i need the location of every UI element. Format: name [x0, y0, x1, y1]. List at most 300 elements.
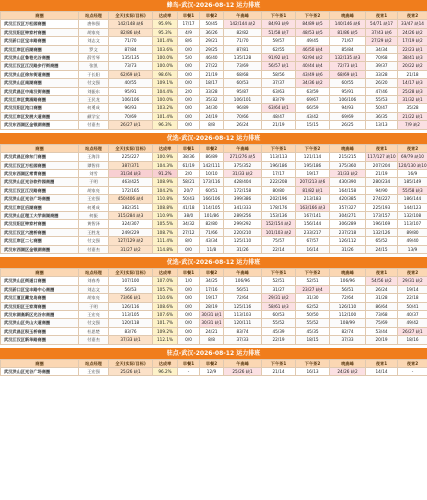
table-row	[1, 245, 427, 253]
value-cell: 96/93	[109, 104, 153, 112]
value-cell: 113/103	[224, 311, 262, 319]
district-name-cell: 武汉江岸区后湖商圈	[1, 203, 79, 211]
value-cell: 94/93	[330, 104, 366, 112]
value-cell: 215/215	[330, 153, 366, 161]
value-cell: 39/37	[366, 62, 398, 70]
value-cell: 0/0	[178, 245, 200, 253]
column-header: 全天(实际/目标)	[109, 12, 153, 20]
schedule-section	[0, 348, 427, 377]
value-cell: 63/63	[262, 87, 296, 95]
value-cell: 100.0%	[153, 62, 178, 70]
value-cell: 8/8	[200, 336, 224, 344]
column-header: 下午茶1	[262, 144, 296, 152]
value-cell: 20/7	[178, 186, 200, 194]
manager-cell: 杜思楚	[79, 327, 109, 335]
district-name-cell: 武汉江岸区后湖商圈	[1, 45, 79, 53]
column-header: 夜宵2	[398, 12, 427, 20]
manager-cell: 何勇成	[79, 203, 109, 211]
value-cell: 29/31 缺2	[398, 277, 427, 285]
district-name-cell: 武汉东湖高新区光谷东商圈	[1, 311, 79, 319]
section-title: 优选-武汉-2026-08-12 运力排班	[0, 133, 427, 144]
value-cell: 140/146 缺6	[330, 20, 366, 28]
value-cell: 24/26 缺2	[398, 28, 427, 36]
value-cell: 56/53	[109, 285, 153, 293]
district-name-cell: 武汉洪山区鲁巷光谷商圈	[1, 54, 79, 62]
value-cell: 14/17 缺3	[398, 79, 427, 87]
value-cell: 113/105	[109, 311, 153, 319]
column-header: 全天(实际/目标)	[109, 359, 153, 367]
value-cell: 46/40	[200, 54, 224, 62]
value-cell: 53/44	[366, 327, 398, 335]
value-cell: 34/30	[200, 104, 224, 112]
value-cell: 33/47 缺14	[398, 20, 427, 28]
value-cell: 2/0	[178, 87, 200, 95]
value-cell: 101.7%	[153, 319, 178, 327]
value-cell: 86/89	[200, 153, 224, 161]
value-cell: 24/21	[200, 327, 224, 335]
value-cell: 26/20	[366, 79, 398, 87]
value-cell: 0/0	[178, 79, 200, 87]
value-cell: 73/66 缺1	[109, 294, 153, 302]
value-cell: 156/144	[296, 220, 330, 228]
value-cell: 113/107	[398, 220, 427, 228]
value-cell: 37/33	[224, 336, 262, 344]
manager-cell: 于长阳	[79, 70, 109, 78]
table-row	[1, 327, 427, 335]
value-cell: 31/34 缺3	[109, 169, 153, 177]
value-cell: 66/59	[296, 104, 330, 112]
value-cell: 18/16	[398, 336, 427, 344]
table-row	[1, 104, 427, 112]
column-header: 站点经理	[79, 268, 109, 276]
value-cell: 428/404	[224, 178, 262, 186]
table-row	[1, 311, 427, 319]
table-row	[1, 186, 427, 194]
manager-cell: 谭智祥	[79, 161, 109, 169]
value-cell: 95.9%	[153, 20, 178, 28]
value-cell: 109.1%	[153, 79, 178, 87]
manager-cell: 张凯	[79, 62, 109, 70]
value-cell: 213/183	[296, 195, 330, 203]
column-header: 夜宵1	[366, 359, 398, 367]
value-cell: 31/27 缺2	[109, 245, 153, 253]
district-name-cell: 武汉江汉区江汉路步行街商圈	[1, 62, 79, 70]
district-name-cell: 武汉汉阳区钟家村商圈	[1, 28, 79, 36]
value-cell: 91/92 缺1	[262, 54, 296, 62]
value-cell: 450/406 缺4	[109, 195, 153, 203]
value-cell: 28/19	[200, 302, 224, 310]
value-cell: 72/64	[330, 294, 366, 302]
value-cell: 91.2%	[153, 169, 178, 177]
value-cell: 222/208	[262, 178, 296, 186]
table-row	[1, 319, 427, 327]
manager-cell: 刘振东	[79, 87, 109, 95]
value-cell: 126/110	[330, 302, 366, 310]
value-cell: 289/256	[224, 211, 262, 219]
district-name-cell: 武汉江汉区六渡桥商圈	[1, 228, 79, 236]
value-cell: 233/217	[296, 228, 330, 236]
value-cell: 21/19	[200, 70, 224, 78]
manager-cell: 王海洋	[79, 153, 109, 161]
value-cell: 22/23 缺1	[398, 45, 427, 53]
district-name-cell: 武汉洪山区光谷软件园商圈	[1, 178, 79, 186]
value-cell: 142/111	[200, 161, 224, 169]
value-cell: 82/82	[224, 28, 262, 36]
value-cell: 104.4%	[153, 87, 178, 95]
column-header: 商圈	[1, 12, 79, 20]
value-cell: 59/57	[262, 37, 296, 45]
value-cell: 81/82 缺1	[296, 186, 330, 194]
value-cell: 60/53	[224, 79, 262, 87]
value-cell: 71/70	[109, 37, 153, 45]
column-header: 午高峰	[224, 359, 262, 367]
column-header: 商圈	[1, 359, 79, 367]
value-cell: 58/21	[178, 178, 200, 186]
value-cell: 10/10	[200, 169, 224, 177]
value-cell: 106/106	[109, 96, 153, 104]
value-cell: 27/12	[178, 228, 200, 236]
value-cell: 73/68	[366, 311, 398, 319]
district-name-cell: 武汉江汉区江汉路商圈	[1, 186, 79, 194]
value-cell: 107.0%	[153, 277, 178, 285]
table-row	[1, 70, 427, 78]
value-cell: 95.3%	[153, 28, 178, 36]
value-cell: 22/19	[262, 336, 296, 344]
value-cell: -	[398, 368, 427, 376]
value-cell: 34/34	[366, 45, 398, 53]
value-cell: 98.6%	[153, 70, 178, 78]
column-header: 下午茶1	[262, 268, 296, 276]
value-cell: 36/35	[366, 112, 398, 120]
value-cell: 37/43 缺6	[366, 28, 398, 36]
table-row	[1, 368, 427, 376]
value-cell: 0/0	[178, 336, 200, 344]
manager-cell: 颜学宝	[79, 112, 109, 120]
value-cell: 186/144	[398, 195, 427, 203]
value-cell: 135/135	[109, 54, 153, 62]
value-cell: 463/425	[109, 178, 153, 186]
table-row	[1, 112, 427, 120]
value-cell: 33/28	[366, 70, 398, 78]
value-cell: 72/64	[224, 294, 262, 302]
value-cell: 120/118	[109, 319, 153, 327]
value-cell: 25/26 缺1	[109, 368, 153, 376]
value-cell: 73/73	[109, 62, 153, 70]
table-row	[1, 54, 427, 62]
value-cell: 71/66	[200, 228, 224, 236]
schedule-table	[0, 359, 427, 377]
column-header: 商圈	[1, 144, 79, 152]
value-cell: 83/79	[262, 96, 296, 104]
value-cell: 21/22 缺1	[398, 112, 427, 120]
value-cell: 315/284 缺3	[109, 211, 153, 219]
manager-cell: 付嘉杰	[79, 121, 109, 129]
schedule-table	[0, 11, 427, 130]
value-cell: 195/186	[296, 161, 330, 169]
column-header: 午高峰	[224, 268, 262, 276]
value-cell: 43/34	[200, 237, 224, 245]
manager-cell: 胡家亮	[79, 294, 109, 302]
value-cell: 36/26	[200, 28, 224, 36]
column-header: 午高峰	[224, 12, 262, 20]
value-cell: 62/69 缺1	[109, 70, 153, 78]
district-name-cell: 武汉江岸区发展大道商圈	[1, 112, 79, 120]
manager-cell: 付嘉杰	[79, 245, 109, 253]
manager-cell: 付文强	[79, 237, 109, 245]
value-cell: 71/67	[330, 37, 366, 45]
value-cell: 324/307	[109, 220, 153, 228]
value-cell: 132/126	[366, 228, 398, 236]
value-cell: 19/14	[398, 285, 427, 293]
value-cell: 24/15	[366, 245, 398, 253]
column-header: 下午茶1	[262, 12, 296, 20]
value-cell: 24/26 缺2	[330, 368, 366, 376]
value-cell: 0/0	[178, 104, 200, 112]
value-cell: 27/29 缺2	[366, 37, 398, 45]
value-cell: 45/39	[262, 327, 296, 335]
table-row	[1, 161, 427, 169]
value-cell: 0/0	[178, 327, 200, 335]
value-cell: 31/32 缺1	[398, 96, 427, 104]
table-row	[1, 79, 427, 87]
district-name-cell: 武汉东西湖区常青商圈	[1, 169, 79, 177]
value-cell: 21/14	[262, 368, 296, 376]
value-cell: 37/33 缺1	[109, 336, 153, 344]
value-cell: 46/50 缺4	[296, 45, 330, 53]
district-name-cell: 武汉江岸区二七商圈	[1, 237, 79, 245]
value-cell: 16/14	[296, 245, 330, 253]
value-cell: 0/0	[178, 319, 200, 327]
value-cell: 280/234	[366, 178, 398, 186]
district-name-cell: 武汉江岸区黄浦路商圈	[1, 96, 79, 104]
value-cell: 375/360	[330, 161, 366, 169]
column-header: 晚高峰	[330, 268, 366, 276]
value-cell: 37/37	[262, 79, 296, 87]
value-cell: 22/14	[262, 245, 296, 253]
value-cell: 75/57	[262, 237, 296, 245]
value-cell: 55/52	[262, 319, 296, 327]
value-cell: 107/100	[109, 277, 153, 285]
value-cell: 107.6%	[153, 311, 178, 319]
value-cell: 60/51	[200, 186, 224, 194]
value-cell: 54/71 缺17	[366, 20, 398, 28]
value-cell: 126/112	[330, 237, 366, 245]
value-cell: 132/108	[398, 211, 427, 219]
manager-cell: 王宏强	[79, 195, 109, 203]
district-name-cell: 武汉洪山区关山大道商圈	[1, 319, 79, 327]
value-cell: 8/8	[200, 121, 224, 129]
column-header: 下午茶2	[296, 144, 330, 152]
value-cell: 87/81	[224, 45, 262, 53]
manager-cell: 何勇成	[79, 104, 109, 112]
value-cell: 225/227	[109, 153, 153, 161]
column-header: 下午茶2	[296, 359, 330, 367]
value-cell: 52/51	[262, 277, 296, 285]
value-cell: 55/52	[296, 319, 330, 327]
value-cell: 114/105	[200, 203, 224, 211]
value-cell: 56/51	[330, 285, 366, 293]
value-cell: 0/0	[178, 70, 200, 78]
district-name-cell: 武汉硚口区宝丰路中心商圈	[1, 285, 79, 293]
value-cell: 121/114	[296, 153, 330, 161]
value-cell: 0/0	[178, 121, 200, 129]
value-cell: 207/213 缺6	[296, 178, 330, 186]
value-cell: 26/24	[366, 285, 398, 293]
value-cell: 0/0	[178, 311, 200, 319]
value-cell: 105.7%	[153, 285, 178, 293]
value-cell: 35/32	[200, 96, 224, 104]
table-row	[1, 294, 427, 302]
value-cell: 274/227	[366, 195, 398, 203]
column-header: 达成率	[153, 144, 178, 152]
value-cell: 37/33	[330, 336, 366, 344]
column-header: 夜宵2	[398, 268, 427, 276]
district-name-cell: 武汉洪山区光谷广场商圈	[1, 368, 79, 376]
value-cell: 69/79 缺10	[398, 153, 427, 161]
value-cell: 207/204	[366, 161, 398, 169]
value-cell: 22/18	[398, 294, 427, 302]
value-cell: 31/26	[330, 245, 366, 253]
value-cell: 271/276 缺5	[224, 153, 262, 161]
table-row	[1, 237, 427, 245]
value-cell: 104.3%	[153, 161, 178, 169]
value-cell: 26/24	[224, 121, 262, 129]
value-cell: 83/76	[109, 327, 153, 335]
table-row	[1, 153, 427, 161]
value-cell: 34/25	[200, 277, 224, 285]
value-cell: 27/22	[200, 62, 224, 70]
value-cell: 31/28	[366, 294, 398, 302]
manager-cell: 刘志文	[79, 37, 109, 45]
value-cell: 0/0	[178, 96, 200, 104]
value-cell: 70/69	[109, 112, 153, 120]
value-cell: 20/19	[366, 336, 398, 344]
value-cell: 126/116	[109, 302, 153, 310]
value-cell: 100.9%	[153, 153, 178, 161]
district-name-cell: 武汉江汉区万松园商圈	[1, 161, 79, 169]
column-header: 夜宵1	[366, 144, 398, 152]
table-row	[1, 37, 427, 45]
value-cell: 5/0	[178, 54, 200, 62]
value-cell: 43/42	[296, 112, 330, 120]
value-cell: 21/18	[398, 70, 427, 78]
manager-cell: 唐伟强	[79, 20, 109, 28]
value-cell: 67/57	[296, 237, 330, 245]
value-cell: 63/64 缺1	[262, 104, 296, 112]
value-cell: 0/0	[178, 294, 200, 302]
value-cell: 13/13	[366, 121, 398, 129]
manager-cell: 刘志文	[79, 285, 109, 293]
district-name-cell: 武汉洪山区徐东街道商圈	[1, 70, 79, 78]
value-cell: 382/351	[109, 203, 153, 211]
table-row	[1, 169, 427, 177]
value-cell: 62/55	[262, 45, 296, 53]
value-cell: 125/110	[224, 237, 262, 245]
value-cell: 112.1%	[153, 336, 178, 344]
value-cell: 16/9	[398, 169, 427, 177]
value-cell: 45/35	[296, 327, 330, 335]
value-cell: 173/157	[366, 211, 398, 219]
value-cell: 173/116	[200, 178, 224, 186]
value-cell: 12/9	[200, 368, 224, 376]
value-cell: 19/17	[200, 294, 224, 302]
value-cell: 33/28	[200, 87, 224, 95]
value-cell: 54/56 缺2	[366, 277, 398, 285]
column-header: 晚高峰	[330, 359, 366, 367]
value-cell: 2/0	[178, 169, 200, 177]
table-row	[1, 96, 427, 104]
value-cell: 108.6%	[153, 302, 178, 310]
column-header: 晚高峰	[330, 144, 366, 152]
value-cell: 83/74	[224, 327, 262, 335]
value-cell: 25/28 缺3	[398, 87, 427, 95]
district-name-cell: 武汉洪山区理工大学南湖商圈	[1, 211, 79, 219]
district-name-cell: 武汉武昌区积玉桥商圈	[1, 327, 79, 335]
value-cell: 106/106	[330, 96, 366, 104]
value-cell: 112/100	[330, 311, 366, 319]
schedule-section	[0, 133, 427, 254]
value-cell: 185/149	[398, 178, 427, 186]
column-header: 夜宵1	[366, 12, 398, 20]
value-cell: 104.2%	[153, 186, 178, 194]
value-cell: 178/176	[262, 203, 296, 211]
value-cell: 29/21	[200, 37, 224, 45]
value-cell: 82/74	[330, 327, 366, 335]
value-cell: 81/86 缺5	[330, 28, 366, 36]
value-cell: 31/33 缺2	[330, 169, 366, 177]
value-cell: 52/51	[296, 277, 330, 285]
value-cell: 109.2%	[153, 327, 178, 335]
table-header-row	[1, 144, 427, 152]
value-cell: 29/31 缺2	[262, 294, 296, 302]
district-name-cell: 武汉江夏区藏龙岛商圈	[1, 294, 79, 302]
value-cell: 85/84	[330, 45, 366, 53]
table-row	[1, 336, 427, 344]
value-cell: 306/289	[330, 220, 366, 228]
value-cell: 14/14	[366, 368, 398, 376]
value-cell: 49/45	[296, 37, 330, 45]
manager-cell: 王宏亮	[79, 311, 109, 319]
value-cell: 48/53 缺5	[296, 28, 330, 36]
value-cell: 144/123	[398, 203, 427, 211]
value-cell: 17/19 缺2	[398, 37, 427, 45]
value-cell: 31/30	[296, 294, 330, 302]
district-name-cell: 武汉武昌区徐东门商圈	[1, 153, 79, 161]
value-cell: 237/218	[330, 228, 366, 236]
manager-cell: 王民龙	[79, 96, 109, 104]
value-cell: 0/0	[178, 62, 200, 70]
district-name-cell: 武汉东西湖区金银湖商圈	[1, 245, 79, 253]
value-cell: 120/130 缺10	[398, 162, 427, 168]
value-cell: 163/166 缺3	[296, 203, 330, 211]
table-row	[1, 203, 427, 211]
value-cell: 55/58 缺3	[398, 186, 427, 194]
value-cell: 19/17	[296, 169, 330, 177]
value-cell: 34/32	[178, 220, 200, 228]
value-cell: 17/17	[262, 169, 296, 177]
district-name-cell: 武汉洪山区光谷广场商圈	[1, 195, 79, 203]
value-cell: 49/40	[398, 237, 427, 245]
value-cell: 92/94 缺2	[296, 54, 330, 62]
value-cell: 51/58 缺7	[262, 28, 296, 36]
value-cell: 38/36	[178, 153, 200, 161]
value-cell: 100.0%	[153, 54, 178, 62]
value-cell: 0/0	[178, 45, 200, 53]
schedule-table	[0, 268, 427, 345]
value-cell: 4/9	[178, 28, 200, 36]
value-cell: 26/27 缺1	[109, 121, 153, 129]
value-cell: 114.8%	[153, 245, 178, 253]
